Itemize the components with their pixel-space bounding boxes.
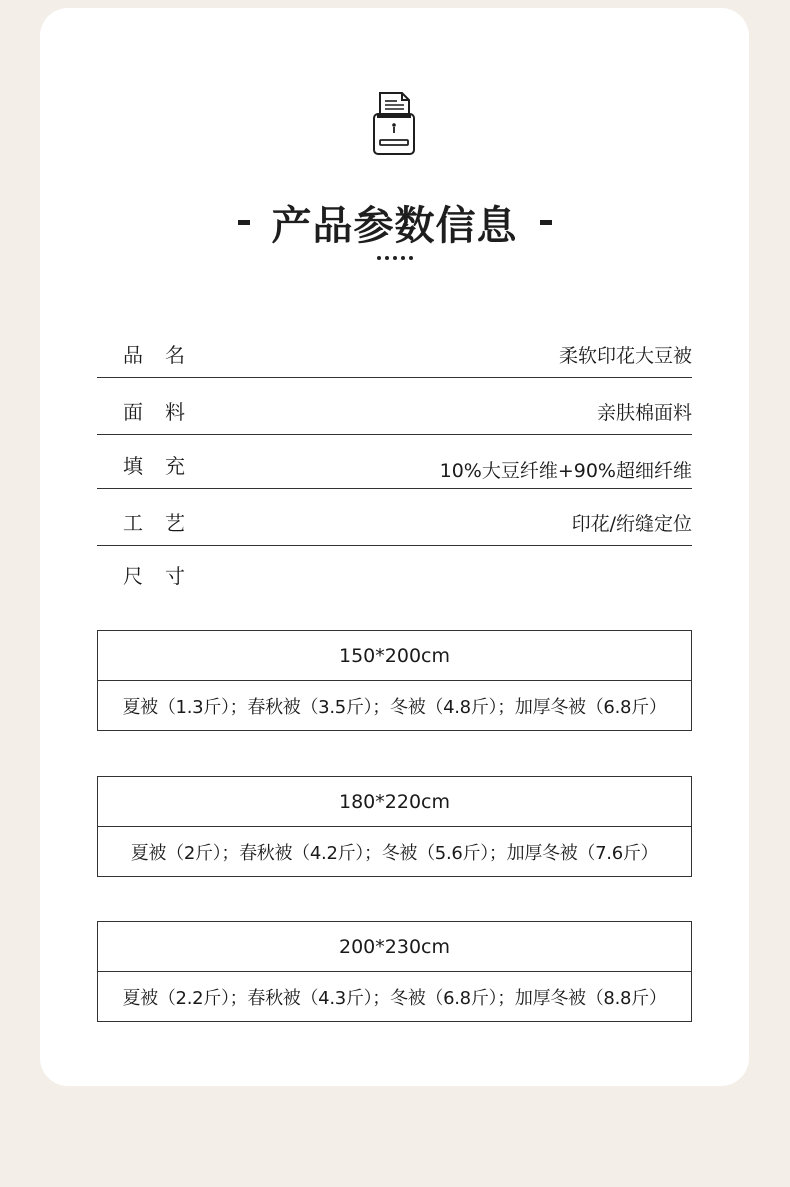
section-title-row [40, 194, 749, 250]
size-header: 180*220cm [98, 777, 691, 827]
size-table [97, 630, 692, 731]
size-header: 150*200cm [98, 631, 691, 681]
dot [385, 256, 389, 260]
title-dash-right [540, 220, 552, 225]
param-row-name [97, 337, 692, 378]
content-card [40, 8, 749, 1086]
dot [401, 256, 405, 260]
size-weights: 夏被（1.3斤）；春秋被（3.5斤）；冬被（4.8斤）；加厚冬被（6.8斤） [122, 696, 667, 718]
size-header: 200*230cm [98, 922, 691, 972]
size-table [97, 776, 692, 877]
dot [409, 256, 413, 260]
param-row-filling [97, 448, 692, 489]
param-row-size [97, 558, 692, 598]
page-title: 产品参数信息 [271, 202, 518, 249]
param-label: 品名 [123, 343, 207, 367]
dot [393, 256, 397, 260]
param-value: 亲肤棉面料 [596, 402, 692, 424]
param-label: 填充 [123, 454, 207, 478]
param-label: 尺寸 [123, 564, 207, 588]
param-label: 工艺 [123, 511, 207, 535]
param-value: 10%大豆纤维+90%超细纤维 [439, 460, 692, 482]
size-weights: 夏被（2斤）；春秋被（4.2斤）；冬被（5.6斤）；加厚冬被（7.6斤） [130, 842, 659, 864]
param-value: 印花/绗缝定位 [571, 513, 692, 535]
dot [377, 256, 381, 260]
size-table [97, 921, 692, 1022]
title-dash-left [238, 220, 250, 225]
decorative-dots [40, 256, 749, 266]
param-label: 面料 [123, 400, 207, 424]
size-weights: 夏被（2.2斤）；春秋被（4.3斤）；冬被（6.8斤）；加厚冬被（8.8斤） [122, 987, 667, 1009]
param-value: 柔软印花大豆被 [558, 345, 692, 367]
param-row-craft [97, 505, 692, 546]
param-row-fabric [97, 394, 692, 435]
document-printer-icon [372, 90, 416, 156]
